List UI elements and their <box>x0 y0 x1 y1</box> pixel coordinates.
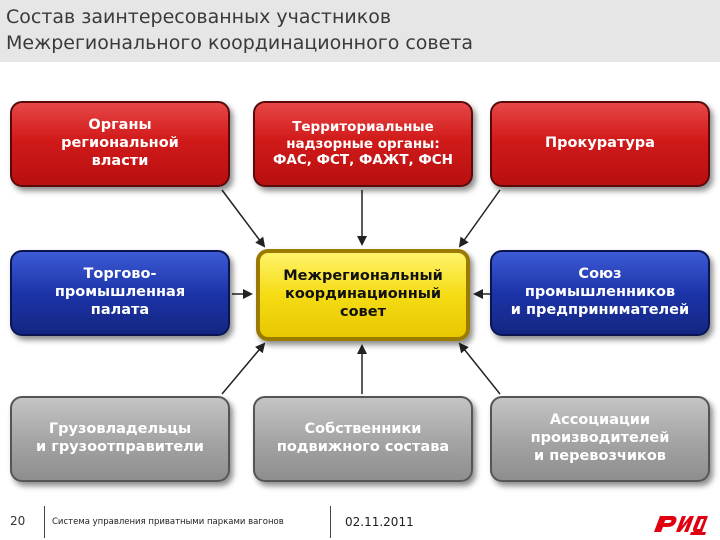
node-label: Прокуратура <box>545 135 655 152</box>
node-territorial-supervisory-bodies <box>253 101 473 187</box>
page-title-line-1: Состав заинтересованных участников <box>6 6 392 28</box>
rzd-logo <box>652 512 710 536</box>
node-chamber-of-commerce <box>10 250 230 336</box>
node-label: Межрегиональный координационный совет <box>283 268 443 320</box>
node-prosecutor-office <box>490 101 710 187</box>
node-label: Торгово- промышленная палата <box>54 266 186 318</box>
node-label: Территориальные надзорные органы: ФАС, ФСТ, ФАЖТ, ФСН <box>273 119 453 169</box>
node-regional-authorities <box>10 101 230 187</box>
page-number: 20 <box>10 514 26 528</box>
node-label: Грузовладельцы и грузоотправители <box>36 421 204 455</box>
node-label: Собственники подвижного состава <box>276 421 450 455</box>
node-producers-carriers-associations <box>490 396 710 482</box>
node-industrialists-union <box>490 250 710 336</box>
node-label: Союз промышленников и предпринимателей <box>510 266 690 318</box>
node-interregional-council <box>256 249 470 341</box>
node-cargo-owners <box>10 396 230 482</box>
node-label: Ассоциации производителей и перевозчиков <box>530 412 670 464</box>
footer-caption: Система управления приватными парками вагонов <box>52 517 284 527</box>
node-rolling-stock-owners <box>253 396 473 482</box>
footer-divider <box>44 506 45 538</box>
footer-date: 02.11.2011 <box>345 515 414 529</box>
arrow-top-left <box>222 190 264 246</box>
arrow-bottom-right <box>460 344 500 394</box>
node-label: Органы региональной власти <box>61 117 179 169</box>
page-title-line-2: Межрегионального координационного совета <box>6 32 474 54</box>
arrow-top-right <box>460 190 500 246</box>
footer-divider <box>330 506 331 538</box>
arrow-bottom-left <box>222 344 264 394</box>
